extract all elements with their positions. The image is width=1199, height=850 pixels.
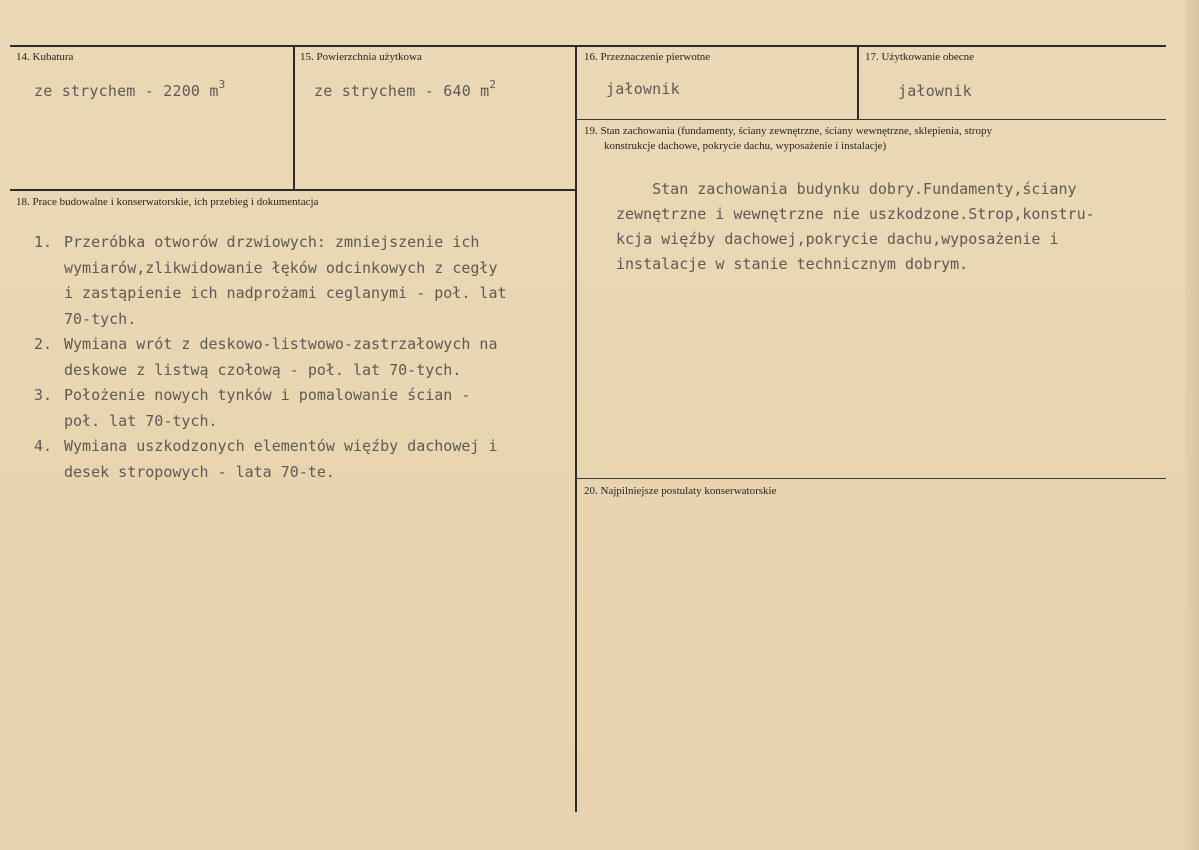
field-19-line: instalacje w stanie technicznym dobrym.	[616, 255, 969, 273]
list-item-line: wymiarów,zlikwidowanie łęków odcinkowych z cegły	[64, 258, 498, 277]
list-item-number: 3.	[34, 386, 53, 404]
list-item-line: poł. lat 70-tych.	[64, 411, 218, 430]
line-under-16-17	[577, 119, 1166, 120]
list-item-line: Położenie nowych tynków i pomalowanie ścian -	[64, 386, 471, 404]
divider-vertical-16-17	[857, 47, 859, 119]
field-18-label: 18. Prace budowalne i konserwatorskie, ich przebieg i dokumentacja	[16, 196, 319, 208]
field-15-value-text: ze strychem - 640 m	[314, 82, 490, 100]
field-19-line: kcja więźby dachowej,pokrycie dachu,wyposażenie i	[616, 230, 1059, 248]
field-19-label-line2: konstrukcje dachowe, pokrycie dachu, wyposażenie i instalacje)	[604, 140, 887, 152]
list-item-line: Wymiana wrót z deskowo-listwowo-zastrzałowych na	[64, 335, 498, 353]
field-18-list	[34, 230, 564, 485]
card-right-edge	[1185, 0, 1199, 850]
field-16-value: jałownik	[606, 80, 680, 98]
divider-vertical-main	[575, 47, 577, 812]
field-19-label-line1: 19. Stan zachowania (fundamenty, ściany zewnętrzne, ściany wewnętrzne, sklepienia, stropy	[584, 125, 992, 137]
field-14-label: 14. Kubatura	[16, 51, 74, 63]
field-19-line: zewnętrzne i wewnętrzne nie uszkodzone.Strop,konstru-	[616, 205, 1095, 223]
list-item-line: i zastąpienie ich nadprożami ceglanymi - poł. lat	[64, 284, 507, 302]
field-19-line: Stan zachowania budynku dobry.Fundamenty,ściany	[616, 180, 1077, 198]
field-17-label: 17. Użytkowanie obecne	[865, 51, 975, 63]
field-15-unit-exponent: 2	[489, 78, 497, 91]
list-item	[34, 230, 564, 332]
field-16-label: 16. Przeznaczenie pierwotne	[584, 51, 711, 63]
list-item-line: Wymiana uszkodzonych elementów więźby dachowej i	[64, 437, 498, 455]
field-14-value-text: ze strychem - 2200 m	[34, 82, 219, 100]
field-19-text	[616, 177, 1095, 277]
list-item	[34, 434, 564, 485]
field-15-label: 15. Powierzchnia użytkowa	[300, 51, 422, 63]
list-item-line: deskowe z listwą czołową - poł. lat 70-tych.	[64, 360, 462, 379]
list-item-line: desek stropowych - lata 70-te.	[64, 462, 335, 481]
list-item-number: 1.	[34, 233, 53, 251]
line-under-14-15	[10, 189, 575, 191]
list-item	[34, 383, 564, 434]
divider-vertical-14-15	[293, 47, 295, 189]
list-item-line: 70-tych.	[64, 309, 137, 328]
list-item	[34, 332, 564, 383]
field-14-unit-exponent: 3	[218, 78, 226, 91]
field-14-value	[34, 80, 225, 100]
field-20-label: 20. Najpilniejsze postulaty konserwatorskie	[584, 485, 777, 497]
line-above-20	[577, 478, 1166, 479]
list-item-line: Przeróbka otworów drzwiowych: zmniejszenie ich	[64, 233, 480, 251]
top-border-line	[10, 45, 1166, 47]
list-item-number: 4.	[34, 437, 53, 455]
list-item-number: 2.	[34, 335, 53, 353]
field-17-value: jałownik	[898, 82, 972, 100]
field-15-value	[314, 80, 496, 100]
